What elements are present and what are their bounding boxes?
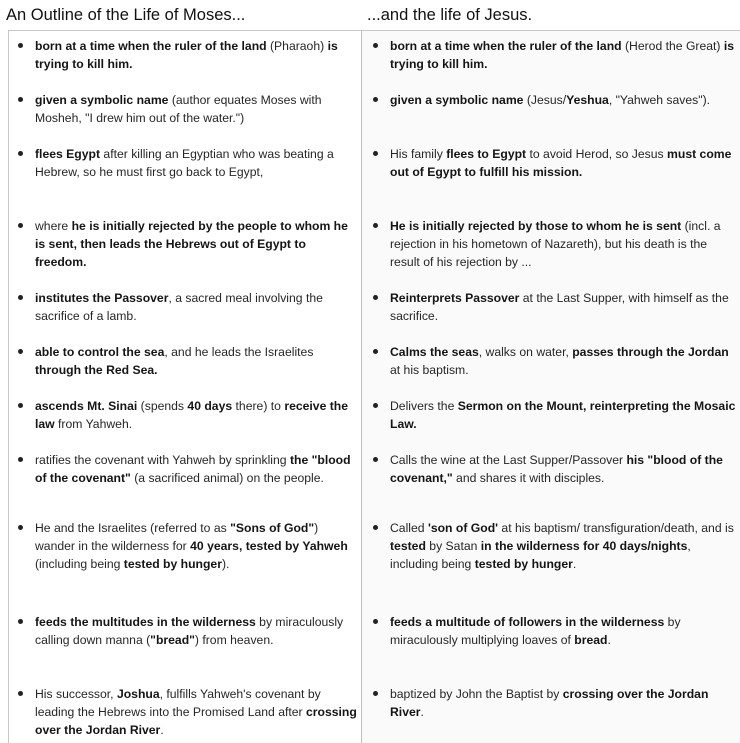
moses-point <box>18 37 358 73</box>
plain-text: at the Last Supper, with himself as the sacrifice. <box>390 291 729 323</box>
moses-point-text <box>35 145 358 181</box>
jesus-point-text <box>390 37 739 73</box>
emphasis-text: He is initially rejected by those to whom he is sent <box>390 219 682 233</box>
bullet-icon <box>373 525 378 530</box>
plain-text: . <box>160 723 164 737</box>
moses-point <box>18 397 358 433</box>
jesus-point <box>373 289 739 325</box>
moses-point-text <box>35 37 358 73</box>
plain-text: . <box>420 705 424 719</box>
jesus-point <box>373 343 739 379</box>
bullet-icon <box>18 349 23 354</box>
emphasis-text: crossing over the Jordan River <box>35 705 357 737</box>
jesus-point <box>373 519 739 573</box>
moses-point <box>18 519 358 573</box>
bullet-icon <box>373 691 378 696</box>
plain-text: (incl. a rejection in his hometown of Nazareth), but his death is the result of his rejection by ... <box>390 219 721 269</box>
jesus-point <box>373 613 739 649</box>
jesus-point-text <box>390 613 739 649</box>
bullet-icon <box>18 43 23 48</box>
emphasis-text: is trying to kill him. <box>35 39 338 71</box>
jesus-point <box>373 37 739 73</box>
emphasis-text: 'son of God' <box>427 521 499 535</box>
emphasis-text: Yeshua <box>566 93 609 107</box>
moses-point-text <box>35 613 358 649</box>
jesus-point-text <box>390 519 739 573</box>
moses-point-text <box>35 451 358 487</box>
bullet-icon <box>18 619 23 624</box>
emphasis-text: he is initially rejected by the people to whom he is sent <box>35 219 348 251</box>
plain-text: Calls the wine at the Last Supper/Passover <box>390 453 627 467</box>
bullet-icon <box>18 151 23 156</box>
plain-text: . <box>572 557 577 571</box>
plain-text: by Satan <box>425 539 481 553</box>
plain-text: (author equates Moses with Mosheh, "I drew him out of the water.") <box>35 93 322 125</box>
moses-point-text <box>35 343 358 379</box>
emphasis-text: is trying to kill him. <box>390 39 735 71</box>
bullet-icon <box>373 97 378 102</box>
emphasis-text: his "blood of the covenant," <box>390 453 723 485</box>
bullet-icon <box>18 691 23 696</box>
plain-text: by miraculously multiplying loaves of <box>390 615 681 647</box>
jesus-point-text <box>390 289 739 325</box>
bullet-icon <box>18 97 23 102</box>
bullet-icon <box>373 223 378 228</box>
emphasis-text: bread <box>574 633 608 647</box>
plain-text: ratifies the covenant with Yahweh by sprinkling <box>35 453 290 467</box>
plain-text: where <box>35 219 72 233</box>
plain-text: , fulfills Yahweh's covenant by leading the Hebrews into the Promised Land after <box>35 687 321 719</box>
column-divider <box>361 31 362 743</box>
emphasis-text: the "blood of the covenant" <box>35 453 351 485</box>
emphasis-text: in the wilderness for 40 days/nights <box>480 539 688 553</box>
plain-text: He and the Israelites (referred to as <box>35 521 231 535</box>
bullet-icon <box>18 295 23 300</box>
emphasis-text: tested by hunger <box>474 557 573 571</box>
moses-point <box>18 91 358 127</box>
bullet-icon <box>373 403 378 408</box>
jesus-point <box>373 685 739 721</box>
bullet-icon <box>373 349 378 354</box>
emphasis-text: crossing over the Jordan River <box>390 687 709 719</box>
plain-text: to avoid Herod, so Jesus <box>526 147 668 161</box>
moses-point-text <box>35 519 358 573</box>
emphasis-text: Joshua <box>116 687 160 701</box>
plain-text: , and he leads the Israelites <box>164 345 314 359</box>
plain-text: ) wander in the wilderness for <box>35 521 319 553</box>
plain-text: , "Yahweh saves"). <box>608 93 711 107</box>
plain-text: (Pharaoh) <box>266 39 328 53</box>
bullet-icon <box>18 457 23 462</box>
moses-point <box>18 145 358 181</box>
plain-text: (Jesus/ <box>523 93 567 107</box>
plain-text: Delivers the <box>390 399 458 413</box>
emphasis-text: tested by hunger <box>123 557 222 571</box>
emphasis-text: given a symbolic name <box>390 93 524 107</box>
emphasis-text: "Sons of God" <box>230 521 315 535</box>
emphasis-text: 40 days <box>187 399 233 413</box>
plain-text: ). <box>221 557 230 571</box>
plain-text: after killing an Egyptian who was beating a Hebrew, so he must first go back to Egypt, <box>35 147 334 179</box>
plain-text: by miraculously calling down manna ( <box>35 615 344 647</box>
moses-point-text <box>35 91 358 127</box>
bullet-icon <box>18 525 23 530</box>
plain-text: at his baptism. <box>390 363 469 377</box>
plain-text: (including being <box>35 557 124 571</box>
bullet-icon <box>373 457 378 462</box>
plain-text: His successor, <box>35 687 117 701</box>
jesus-point <box>373 451 739 487</box>
emphasis-text: given a symbolic name <box>35 93 169 107</box>
bullet-icon <box>373 151 378 156</box>
comparison-table <box>8 30 740 743</box>
moses-point <box>18 343 358 379</box>
emphasis-text: feeds the multitudes in the wilderness <box>35 615 256 629</box>
emphasis-text: tested <box>390 539 426 553</box>
emphasis-text: "bread" <box>150 633 195 647</box>
jesus-point-text <box>390 397 739 433</box>
emphasis-text: feeds a multitude of followers in the wilderness <box>390 615 665 629</box>
jesus-point <box>373 397 739 433</box>
emphasis-text: Calms the seas <box>390 345 479 359</box>
bullet-icon <box>373 619 378 624</box>
moses-point-text <box>35 685 358 739</box>
moses-point <box>18 685 358 739</box>
moses-point-text <box>35 397 358 433</box>
emphasis-text: , then leads the Hebrews out of Egypt to freedom. <box>35 237 306 269</box>
jesus-point-text <box>390 343 739 379</box>
emphasis-text: must come out of Egypt to fulfill his mission. <box>390 147 732 179</box>
emphasis-text: institutes the Passover <box>35 291 169 305</box>
bullet-icon <box>373 295 378 300</box>
jesus-column-heading: ...and the life of Jesus. <box>367 6 533 24</box>
moses-point <box>18 217 358 271</box>
emphasis-text: born at a time when the ruler of the land <box>35 39 267 53</box>
emphasis-text: flees to Egypt <box>446 147 527 161</box>
plain-text: from Yahweh. <box>54 417 133 431</box>
moses-column-heading: An Outline of the Life of Moses... <box>6 6 246 24</box>
emphasis-text: flees Egypt <box>35 147 101 161</box>
plain-text: His family <box>390 147 447 161</box>
moses-point <box>18 451 358 487</box>
plain-text: (Herod the Great) <box>621 39 724 53</box>
emphasis-text: Reinterprets Passover <box>390 291 520 305</box>
jesus-point-text <box>390 685 739 721</box>
plain-text: , walks on water, <box>478 345 573 359</box>
moses-point <box>18 613 358 649</box>
jesus-point <box>373 91 739 109</box>
emphasis-text: ascends Mt. Sinai <box>35 399 138 413</box>
plain-text: , including being <box>390 539 691 571</box>
plain-text: ) from heaven. <box>194 633 274 647</box>
emphasis-text: Sermon on the Mount, reinterpreting the Mosaic Law. <box>390 399 736 431</box>
plain-text: at his baptism/ transfiguration/death, and is <box>498 521 734 535</box>
emphasis-text: able to control the sea <box>35 345 165 359</box>
jesus-point-text <box>390 145 739 181</box>
plain-text: Called <box>390 521 428 535</box>
plain-text: , a sacred meal involving the sacrifice of a lamb. <box>35 291 323 323</box>
bullet-icon <box>18 403 23 408</box>
bullet-icon <box>18 223 23 228</box>
emphasis-text: born at a time when the ruler of the land <box>390 39 622 53</box>
plain-text: (spends <box>137 399 188 413</box>
plain-text: there) to <box>232 399 285 413</box>
bullet-icon <box>373 43 378 48</box>
plain-text: baptized by John the Baptist by <box>390 687 563 701</box>
moses-point-text <box>35 217 358 271</box>
jesus-point-text <box>390 217 739 271</box>
emphasis-text: through the Red Sea. <box>35 363 158 377</box>
emphasis-text: passes through the Jordan <box>572 345 729 359</box>
jesus-point-text <box>390 451 739 487</box>
moses-point <box>18 289 358 325</box>
emphasis-text: 40 years, tested by Yahweh <box>190 539 348 553</box>
plain-text: (a sacrificed animal) on the people. <box>130 471 324 485</box>
jesus-point-text <box>390 91 739 109</box>
moses-point-text <box>35 289 358 325</box>
jesus-point <box>373 217 739 271</box>
plain-text: and shares it with disciples. <box>452 471 605 485</box>
jesus-point <box>373 145 739 181</box>
emphasis-text: receive the law <box>35 399 349 431</box>
plain-text: . <box>607 633 611 647</box>
